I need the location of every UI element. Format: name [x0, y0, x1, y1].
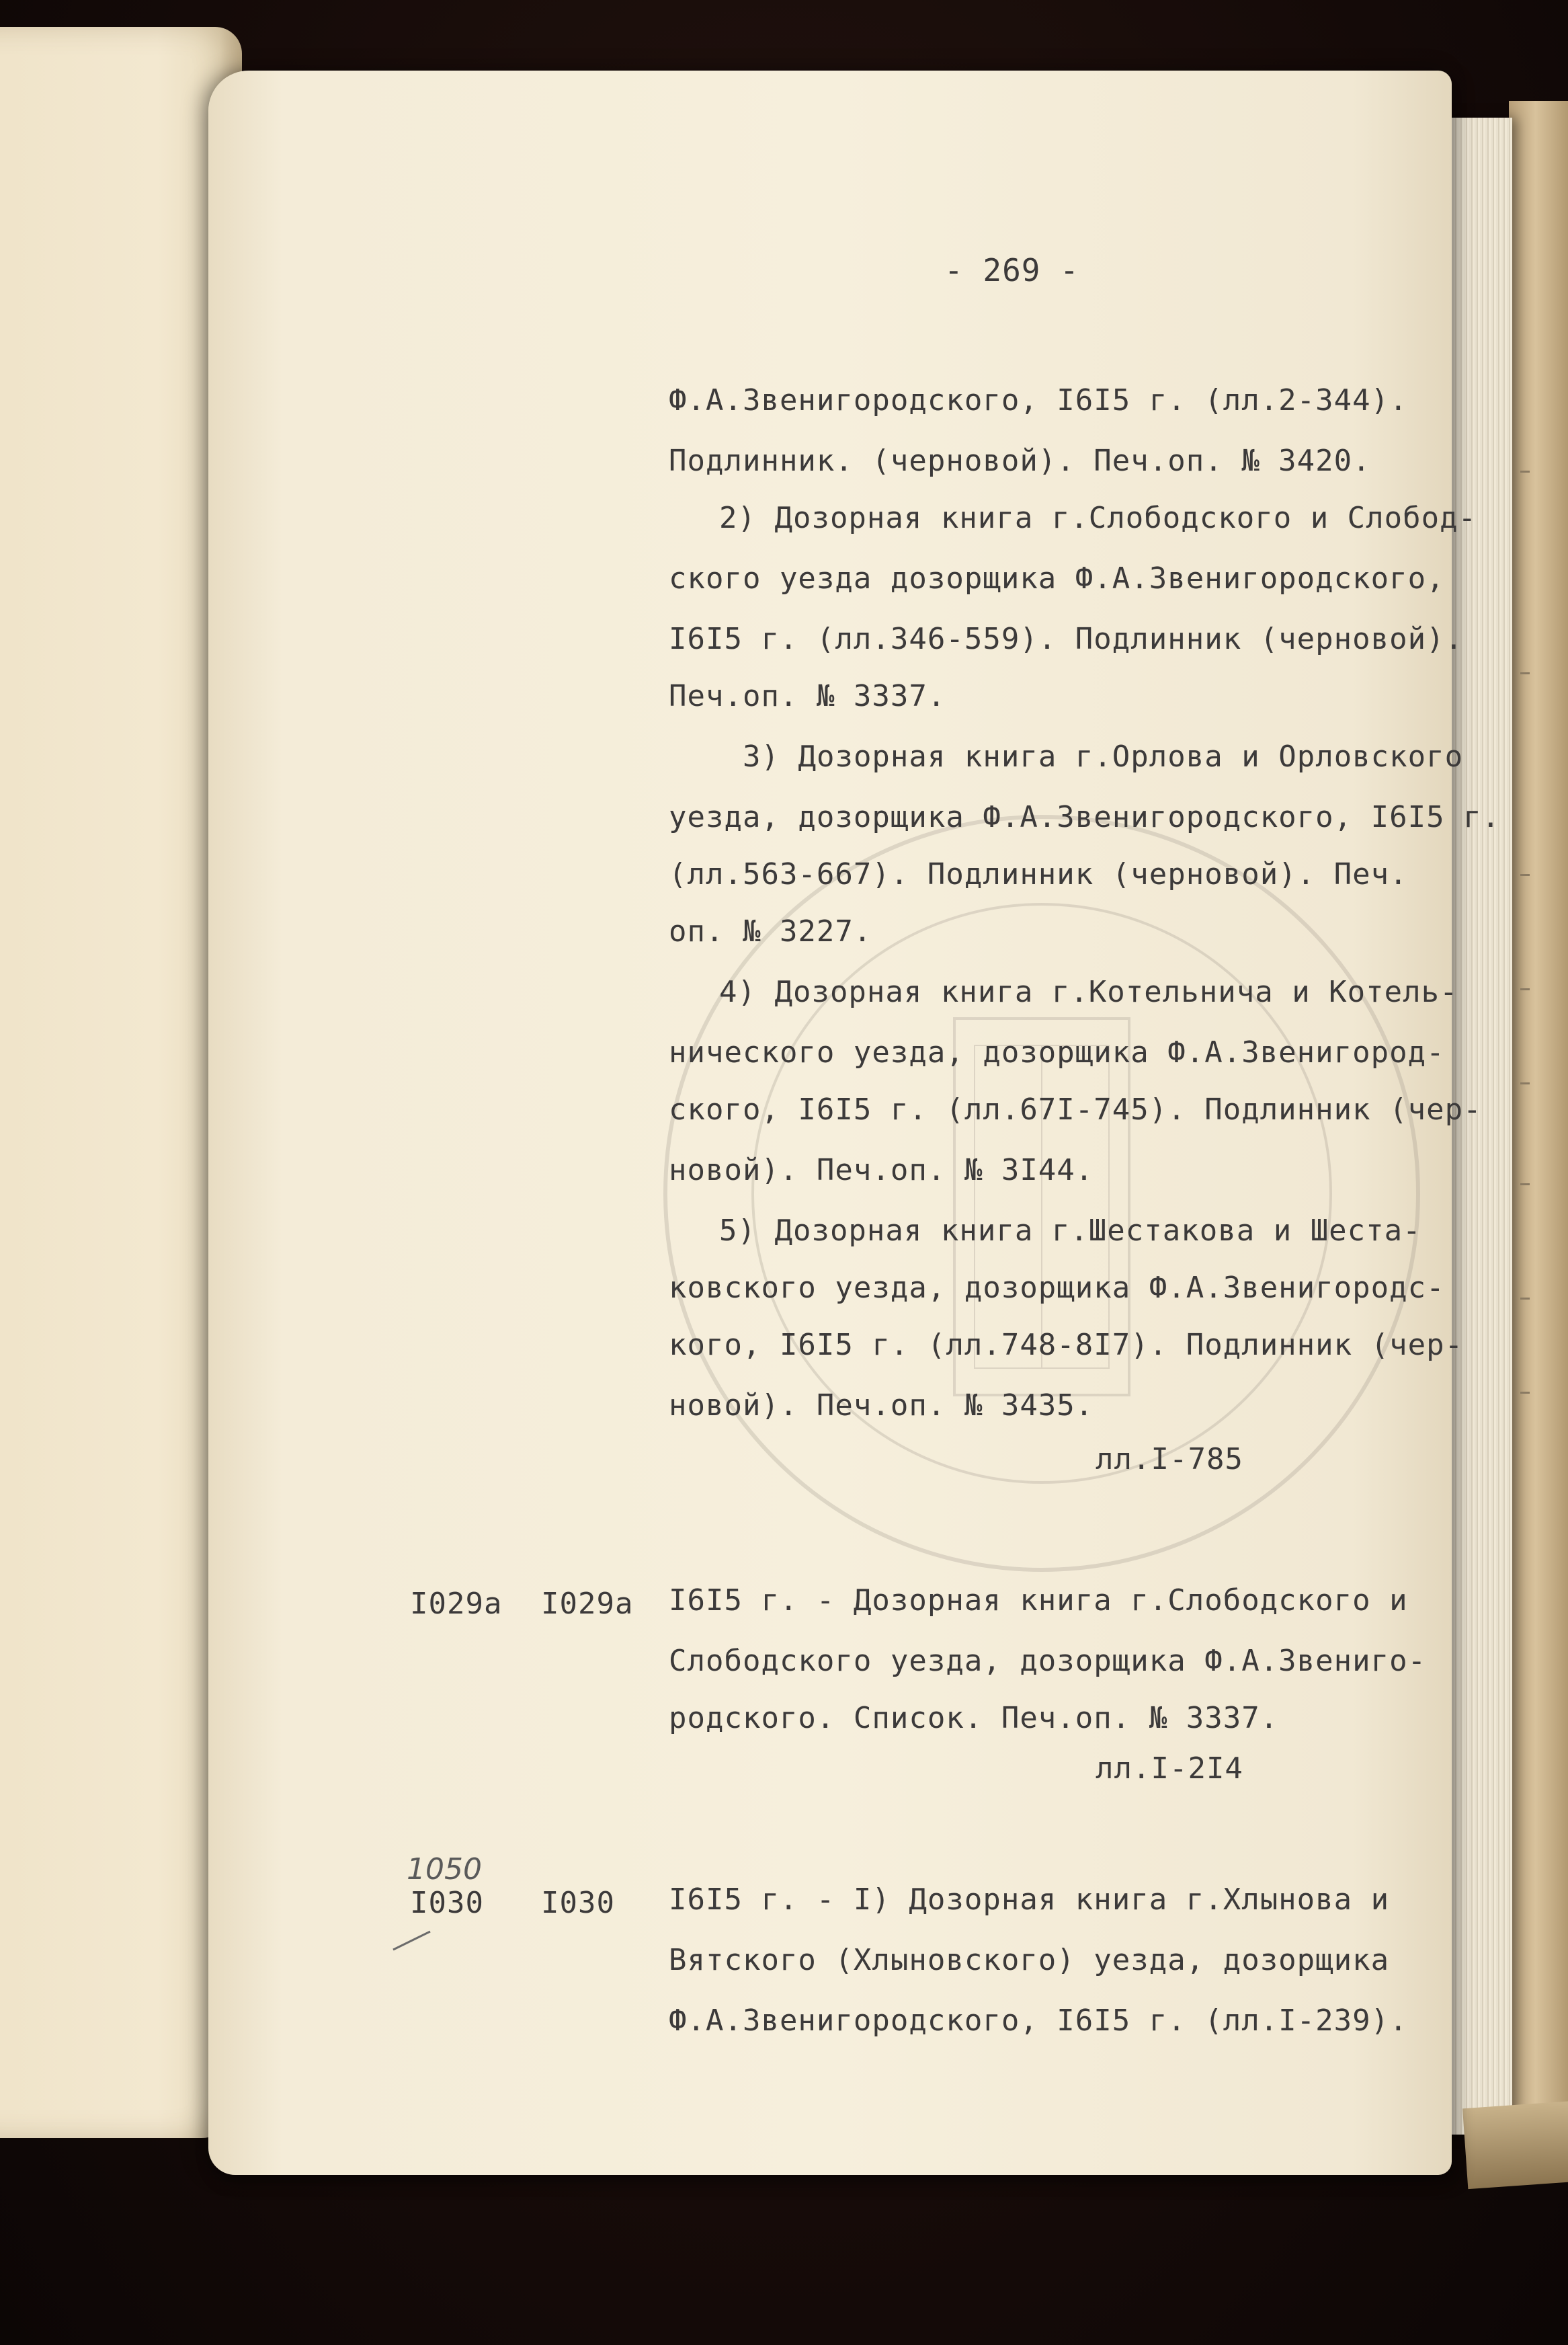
edge-mark [1520, 1183, 1530, 1185]
entry-number-old: I030 [410, 1886, 484, 1920]
archive-stamp [638, 790, 1445, 1597]
page-number: - 269 - [944, 252, 1079, 288]
edge-mark [1520, 672, 1530, 674]
body-line: (лл.563-667). Подлинник (черновой). Печ. [669, 857, 1408, 891]
body-line: ского, I6I5 г. (лл.67I-745). Подлинник (чер- [669, 1092, 1482, 1127]
entry-line: I6I5 г. - I) Дозорная книга г.Хлынова и [669, 1882, 1390, 1917]
entry-number-new: I029а [541, 1587, 634, 1621]
edge-mark [1520, 1298, 1530, 1300]
entry-number-new: I030 [541, 1886, 615, 1920]
entry-number-old: I029а [410, 1587, 503, 1621]
body-line: ковского уезда, дозорщика Ф.А.Звенигородс- [669, 1271, 1445, 1305]
edge-mark [1520, 874, 1530, 876]
pencil-mark [390, 1926, 437, 1953]
entry-folios: лл.I-2I4 [1096, 1751, 1243, 1786]
body-line: 5) Дозорная книга г.Шестакова и Шеста- [719, 1214, 1421, 1248]
body-line: I6I5 г. (лл.346-559). Подлинник (черновой). [669, 622, 1464, 656]
document-page [208, 71, 1501, 2175]
body-line: Ф.А.Звенигородского, I6I5 г. (лл.2-344). [669, 383, 1408, 418]
body-line: кого, I6I5 г. (лл.748-8I7). Подлинник (чер- [669, 1328, 1464, 1362]
body-line: уезда, дозорщика Ф.А.Звенигородского, I6I5 г. [669, 800, 1501, 834]
entry-line: Вятского (Хлыновского) уезда, дозорщика [669, 1943, 1390, 1977]
body-line: Печ.оп. № 3337. [669, 679, 946, 713]
edge-mark [1520, 988, 1530, 990]
edge-mark [1520, 1082, 1530, 1084]
body-line: новой). Печ.оп. № 3435. [669, 1388, 1094, 1423]
book-cover-corner [1462, 2100, 1568, 2189]
body-line: нического уезда, дозорщика Ф.А.Звенигород- [669, 1035, 1445, 1070]
book-cover-edge [1509, 101, 1568, 2158]
entry-line: I6I5 г. - Дозорная книга г.Слободского и [669, 1583, 1408, 1618]
body-line: Подлинник. (черновой). Печ.оп. № 3420. [669, 444, 1371, 478]
entry-line: Слободского уезда, дозорщика Ф.А.Звениго- [669, 1644, 1427, 1678]
body-line: 4) Дозорная книга г.Котельнича и Котель- [719, 975, 1458, 1009]
body-line: 2) Дозорная книга г.Слободского и Слобод- [719, 501, 1477, 535]
edge-mark [1520, 1392, 1530, 1394]
left-facing-page [0, 27, 242, 2138]
body-line: новой). Печ.оп. № 3I44. [669, 1153, 1094, 1187]
body-line: 3) Дозорная книга г.Орлова и Орловского [743, 740, 1464, 774]
handwritten-number: 1050 [407, 1852, 482, 1886]
edge-mark [1520, 471, 1530, 473]
body-line: ского уезда дозорщика Ф.А.Звенигородского, [669, 561, 1445, 596]
entry-line: родского. Список. Печ.оп. № 3337. [669, 1701, 1279, 1735]
body-line: оп. № 3227. [669, 914, 872, 949]
entry-line: Ф.А.Звенигородского, I6I5 г. (лл.I-239). [669, 2003, 1408, 2038]
folio-range: лл.I-785 [1096, 1442, 1243, 1476]
